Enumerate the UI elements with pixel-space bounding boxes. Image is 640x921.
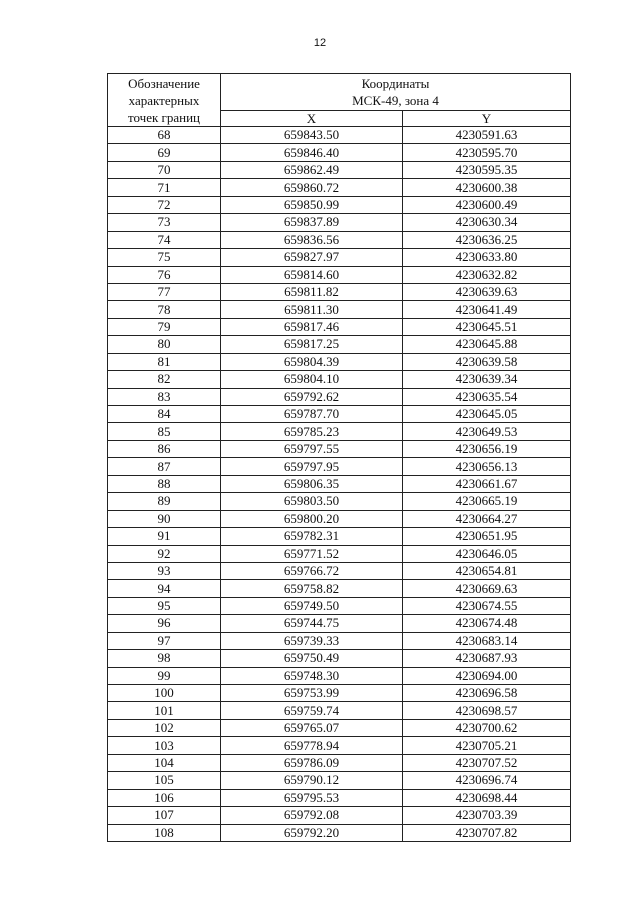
y-coordinate-cell: 4230591.63 xyxy=(403,127,571,144)
x-coordinate-cell: 659797.95 xyxy=(221,458,403,475)
coordinate-system-header-line: МСК-49, зона 4 xyxy=(352,93,439,108)
table-row xyxy=(108,353,571,370)
table-row xyxy=(108,388,571,405)
y-coordinate-cell: 4230641.49 xyxy=(403,301,571,318)
x-coordinate-cell: 659785.23 xyxy=(221,423,403,440)
y-coordinate-cell: 4230705.21 xyxy=(403,737,571,754)
x-coordinate-cell: 659750.49 xyxy=(221,650,403,667)
point-cell: 82 xyxy=(108,371,221,388)
table-row xyxy=(108,528,571,545)
table-row xyxy=(108,336,571,353)
point-cell: 97 xyxy=(108,632,221,649)
table-row xyxy=(108,807,571,824)
point-cell: 68 xyxy=(108,127,221,144)
y-coordinate-cell: 4230639.63 xyxy=(403,283,571,300)
table-row xyxy=(108,475,571,492)
point-cell: 100 xyxy=(108,685,221,702)
point-cell: 104 xyxy=(108,754,221,771)
table-row xyxy=(108,597,571,614)
point-cell: 86 xyxy=(108,440,221,457)
point-cell: 84 xyxy=(108,406,221,423)
table-row xyxy=(108,266,571,283)
point-header-line: характерных xyxy=(128,92,200,108)
y-coordinate-cell: 4230656.13 xyxy=(403,458,571,475)
page-number: 12 xyxy=(313,37,327,49)
table-row xyxy=(108,423,571,440)
table-row xyxy=(108,214,571,231)
table-row xyxy=(108,440,571,457)
x-coordinate-cell: 659803.50 xyxy=(221,493,403,510)
table-row xyxy=(108,737,571,754)
table-row xyxy=(108,650,571,667)
y-coordinate-cell: 4230633.80 xyxy=(403,249,571,266)
point-cell: 93 xyxy=(108,562,221,579)
point-cell: 98 xyxy=(108,650,221,667)
table-row xyxy=(108,406,571,423)
y-coordinate-cell: 4230674.48 xyxy=(403,615,571,632)
point-cell: 74 xyxy=(108,231,221,248)
y-coordinate-cell: 4230595.35 xyxy=(403,161,571,178)
y-coordinate-cell: 4230674.55 xyxy=(403,597,571,614)
x-coordinate-cell: 659749.50 xyxy=(221,597,403,614)
point-cell: 80 xyxy=(108,336,221,353)
table-row xyxy=(108,545,571,562)
point-cell: 71 xyxy=(108,179,221,196)
x-coordinate-cell: 659837.89 xyxy=(221,214,403,231)
point-cell: 73 xyxy=(108,214,221,231)
point-cell: 91 xyxy=(108,528,221,545)
point-cell: 103 xyxy=(108,737,221,754)
table-header xyxy=(108,74,571,127)
x-coordinate-cell: 659811.82 xyxy=(221,283,403,300)
point-cell: 70 xyxy=(108,161,221,178)
x-coordinate-cell: 659792.20 xyxy=(221,824,403,841)
coordinates-group-header xyxy=(221,74,571,111)
point-cell: 99 xyxy=(108,667,221,684)
x-coordinate-cell: 659804.39 xyxy=(221,353,403,370)
x-coordinate-cell: 659846.40 xyxy=(221,144,403,161)
point-cell: 76 xyxy=(108,266,221,283)
y-coordinate-cell: 4230636.25 xyxy=(403,231,571,248)
x-coordinate-cell: 659790.12 xyxy=(221,772,403,789)
x-coordinate-cell: 659759.74 xyxy=(221,702,403,719)
point-cell: 94 xyxy=(108,580,221,597)
y-coordinate-cell: 4230703.39 xyxy=(403,807,571,824)
y-coordinate-cell: 4230694.00 xyxy=(403,667,571,684)
point-cell: 102 xyxy=(108,719,221,736)
point-cell: 96 xyxy=(108,615,221,632)
table-row xyxy=(108,318,571,335)
table-row xyxy=(108,179,571,196)
table-row xyxy=(108,510,571,527)
x-coordinate-cell: 659860.72 xyxy=(221,179,403,196)
x-coordinate-cell: 659771.52 xyxy=(221,545,403,562)
x-coordinate-cell: 659836.56 xyxy=(221,231,403,248)
x-coordinate-cell: 659765.07 xyxy=(221,719,403,736)
x-column-header: X xyxy=(221,111,403,127)
point-cell: 90 xyxy=(108,510,221,527)
x-coordinate-cell: 659817.25 xyxy=(221,336,403,353)
point-cell: 69 xyxy=(108,144,221,161)
y-coordinate-cell: 4230645.05 xyxy=(403,406,571,423)
x-coordinate-cell: 659797.55 xyxy=(221,440,403,457)
y-coordinate-cell: 4230700.62 xyxy=(403,719,571,736)
table-row xyxy=(108,196,571,213)
table-row xyxy=(108,789,571,806)
x-coordinate-cell: 659778.94 xyxy=(221,737,403,754)
x-coordinate-cell: 659748.30 xyxy=(221,667,403,684)
point-cell: 78 xyxy=(108,301,221,318)
table-row xyxy=(108,127,571,144)
y-coordinate-cell: 4230698.57 xyxy=(403,702,571,719)
table-body xyxy=(108,127,571,842)
x-coordinate-cell: 659787.70 xyxy=(221,406,403,423)
y-coordinate-cell: 4230645.51 xyxy=(403,318,571,335)
table-row xyxy=(108,772,571,789)
y-coordinate-cell: 4230696.74 xyxy=(403,772,571,789)
coordinates-table xyxy=(107,73,571,842)
x-coordinate-cell: 659817.46 xyxy=(221,318,403,335)
y-coordinate-cell: 4230630.34 xyxy=(403,214,571,231)
x-coordinate-cell: 659744.75 xyxy=(221,615,403,632)
y-coordinate-cell: 4230639.34 xyxy=(403,371,571,388)
y-coordinate-cell: 4230645.88 xyxy=(403,336,571,353)
y-coordinate-cell: 4230600.38 xyxy=(403,179,571,196)
y-coordinate-cell: 4230707.52 xyxy=(403,754,571,771)
point-cell: 79 xyxy=(108,318,221,335)
y-coordinate-cell: 4230698.44 xyxy=(403,789,571,806)
point-cell: 95 xyxy=(108,597,221,614)
x-coordinate-cell: 659795.53 xyxy=(221,789,403,806)
point-cell: 72 xyxy=(108,196,221,213)
y-coordinate-cell: 4230661.67 xyxy=(403,475,571,492)
point-cell: 77 xyxy=(108,283,221,300)
table-row xyxy=(108,144,571,161)
table-row xyxy=(108,231,571,248)
table-row xyxy=(108,580,571,597)
table-row xyxy=(108,632,571,649)
point-cell: 101 xyxy=(108,702,221,719)
point-header-line: Обозначение xyxy=(128,75,200,91)
point-cell: 88 xyxy=(108,475,221,492)
table-row xyxy=(108,301,571,318)
table-row xyxy=(108,615,571,632)
table-row xyxy=(108,754,571,771)
x-coordinate-cell: 659827.97 xyxy=(221,249,403,266)
table-row xyxy=(108,493,571,510)
point-cell: 83 xyxy=(108,388,221,405)
x-coordinate-cell: 659806.35 xyxy=(221,475,403,492)
y-coordinate-cell: 4230600.49 xyxy=(403,196,571,213)
point-cell: 108 xyxy=(108,824,221,841)
table-row xyxy=(108,824,571,841)
x-coordinate-cell: 659766.72 xyxy=(221,562,403,579)
y-coordinate-cell: 4230656.19 xyxy=(403,440,571,457)
y-coordinate-cell: 4230654.81 xyxy=(403,562,571,579)
point-cell: 106 xyxy=(108,789,221,806)
x-coordinate-cell: 659814.60 xyxy=(221,266,403,283)
x-coordinate-cell: 659792.62 xyxy=(221,388,403,405)
table-row xyxy=(108,371,571,388)
y-coordinate-cell: 4230595.70 xyxy=(403,144,571,161)
x-coordinate-cell: 659758.82 xyxy=(221,580,403,597)
x-coordinate-cell: 659862.49 xyxy=(221,161,403,178)
y-coordinate-cell: 4230635.54 xyxy=(403,388,571,405)
x-coordinate-cell: 659792.08 xyxy=(221,807,403,824)
point-cell: 105 xyxy=(108,772,221,789)
y-coordinate-cell: 4230665.19 xyxy=(403,493,571,510)
x-coordinate-cell: 659811.30 xyxy=(221,301,403,318)
point-cell: 85 xyxy=(108,423,221,440)
table-row xyxy=(108,719,571,736)
point-cell: 89 xyxy=(108,493,221,510)
y-coordinate-cell: 4230687.93 xyxy=(403,650,571,667)
point-designation-header xyxy=(108,74,221,127)
y-coordinate-cell: 4230683.14 xyxy=(403,632,571,649)
x-coordinate-cell: 659782.31 xyxy=(221,528,403,545)
y-coordinate-cell: 4230649.53 xyxy=(403,423,571,440)
table-row xyxy=(108,702,571,719)
point-cell: 87 xyxy=(108,458,221,475)
y-coordinate-cell: 4230664.27 xyxy=(403,510,571,527)
point-cell: 75 xyxy=(108,249,221,266)
y-coordinate-cell: 4230669.63 xyxy=(403,580,571,597)
x-coordinate-cell: 659800.20 xyxy=(221,510,403,527)
x-coordinate-cell: 659753.99 xyxy=(221,685,403,702)
y-coordinate-cell: 4230696.58 xyxy=(403,685,571,702)
point-cell: 81 xyxy=(108,353,221,370)
table-row xyxy=(108,161,571,178)
x-coordinate-cell: 659850.99 xyxy=(221,196,403,213)
y-column-header: Y xyxy=(403,111,571,127)
x-coordinate-cell: 659843.50 xyxy=(221,127,403,144)
y-coordinate-cell: 4230632.82 xyxy=(403,266,571,283)
x-coordinate-cell: 659739.33 xyxy=(221,632,403,649)
point-header-line: точек границ xyxy=(127,109,201,125)
table-row xyxy=(108,667,571,684)
point-cell: 107 xyxy=(108,807,221,824)
table-row xyxy=(108,685,571,702)
point-cell: 92 xyxy=(108,545,221,562)
y-coordinate-cell: 4230639.58 xyxy=(403,353,571,370)
y-coordinate-cell: 4230646.05 xyxy=(403,545,571,562)
y-coordinate-cell: 4230651.95 xyxy=(403,528,571,545)
x-coordinate-cell: 659786.09 xyxy=(221,754,403,771)
table-row xyxy=(108,562,571,579)
table-row xyxy=(108,249,571,266)
table-row xyxy=(108,458,571,475)
y-coordinate-cell: 4230707.82 xyxy=(403,824,571,841)
x-coordinate-cell: 659804.10 xyxy=(221,371,403,388)
coordinates-header-line: Координаты xyxy=(361,76,430,91)
table-row xyxy=(108,283,571,300)
